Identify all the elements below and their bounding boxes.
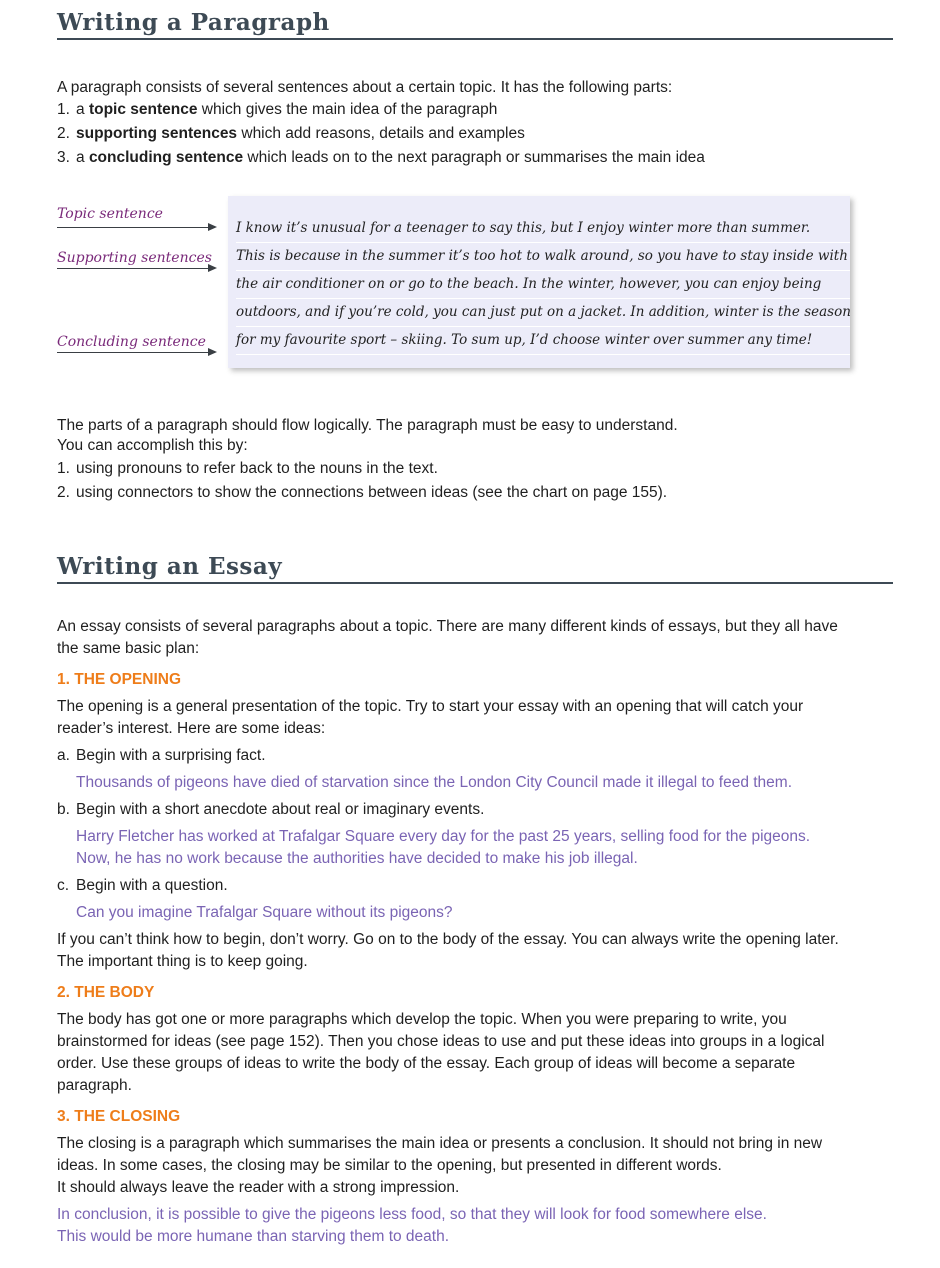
opening-text: reader’s interest. Here are some ideas: <box>57 720 326 737</box>
essay-content <box>57 616 893 1248</box>
example-line: the air conditioner on or go to the beach. In the winter, however, you can enjoy being <box>236 270 850 299</box>
arrow-right-icon <box>57 352 215 353</box>
example-paragraph-area <box>57 196 857 376</box>
flow-list <box>57 458 893 506</box>
body-text: brainstormed for ideas (see page 152). Then you chose ideas to use and put these ideas into groups in a logical <box>57 1033 825 1050</box>
opening-after: The important thing is to keep going. <box>57 953 308 970</box>
closing-text: ideas. In some cases, the closing may be similar to the opening, but presented in different words. <box>57 1157 722 1174</box>
body-text: paragraph. <box>57 1077 132 1094</box>
parts-list-item <box>57 147 893 171</box>
topic-sentence-label: Topic sentence <box>57 206 163 222</box>
list-number: 3. <box>57 149 70 166</box>
opening-heading: 1. THE OPENING <box>57 671 182 688</box>
concluding-sentence-label: Concluding sentence <box>57 334 206 350</box>
example-line: outdoors, and if you’re cold, you can just put on a jacket. In addition, winter is the season <box>236 298 850 327</box>
list-number: 2. <box>57 484 70 501</box>
arrow-right-icon <box>57 268 215 269</box>
idea-item <box>57 875 893 899</box>
essay-section <box>57 553 893 584</box>
flow-text: You can accomplish this by: <box>57 437 248 454</box>
body-text: The body has got one or more paragraphs which develop the topic. When you were preparing to write, you <box>57 1011 787 1028</box>
opening-ideas <box>57 745 893 924</box>
example-line: for my favourite sport – skiing. To sum up, I’d choose winter over summer any time! <box>236 326 850 355</box>
example-line: I know it’s unusual for a teenager to say this, but I enjoy winter more than summer. <box>236 214 850 243</box>
opening-text: The opening is a general presentation of the topic. Try to start your essay with an opening that will catch your <box>57 698 804 715</box>
list-number: 1. <box>57 101 70 118</box>
idea-example: Now, he has no work because the authorities have decided to make his job illegal. <box>76 850 638 867</box>
essay-intro: An essay consists of several paragraphs about a topic. There are many different kinds of essays, but they all have <box>57 618 838 635</box>
paragraph-intro: A paragraph consists of several sentences about a certain topic. It has the following parts: <box>57 79 673 96</box>
paragraph-parts <box>57 77 893 171</box>
idea-example: Harry Fletcher has worked at Trafalgar Square every day for the past 25 years, selling food for the pigeons. <box>76 828 811 845</box>
list-text: Begin with a short anecdote about real or imaginary events. <box>76 801 485 818</box>
essay-section-title: Writing an Essay <box>57 556 893 584</box>
parts-list-item <box>57 123 893 147</box>
body-heading: 2. THE BODY <box>57 984 155 1001</box>
example-line: This is because in the summer it’s too hot to walk around, so you have to stay inside with <box>236 242 850 271</box>
list-text: a topic sentence which gives the main idea of the paragraph <box>76 101 498 118</box>
essay-intro: the same basic plan: <box>57 640 200 657</box>
example-paragraph-box <box>228 196 850 368</box>
flow-list-item <box>57 458 893 482</box>
list-text: Begin with a question. <box>76 877 228 894</box>
list-text: using connectors to show the connections between ideas (see the chart on page 155). <box>76 484 668 501</box>
list-text: a concluding sentence which leads on to the next paragraph or summarises the main idea <box>76 149 705 166</box>
idea-item <box>57 799 893 823</box>
closing-text: The closing is a paragraph which summarises the main idea or presents a conclusion. It should not bring in new <box>57 1135 823 1152</box>
list-text: supporting sentences which add reasons, details and examples <box>76 125 525 142</box>
closing-heading: 3. THE CLOSING <box>57 1108 181 1125</box>
paragraph-section-title: Writing a Paragraph <box>57 12 893 40</box>
list-letter: b. <box>57 801 70 818</box>
paragraph-flow <box>57 416 893 506</box>
flow-text: The parts of a paragraph should flow logically. The paragraph must be easy to understand. <box>57 417 678 434</box>
closing-example: This would be more humane than starving them to death. <box>57 1228 450 1245</box>
parts-list <box>57 99 893 171</box>
list-number: 2. <box>57 125 70 142</box>
list-text: Begin with a surprising fact. <box>76 747 266 764</box>
body-text: order. Use these groups of ideas to write the body of the essay. Each group of ideas will become a separate <box>57 1055 796 1072</box>
closing-example: In conclusion, it is possible to give the pigeons less food, so that they will look for food somewhere else. <box>57 1206 767 1223</box>
arrow-right-icon <box>57 227 215 228</box>
closing-text: It should always leave the reader with a strong impression. <box>57 1179 460 1196</box>
paragraph-section <box>57 9 893 40</box>
idea-item <box>57 745 893 769</box>
parts-list-item <box>57 99 893 123</box>
flow-list-item <box>57 482 893 506</box>
list-number: 1. <box>57 460 70 477</box>
list-letter: a. <box>57 747 70 764</box>
list-letter: c. <box>57 877 70 894</box>
supporting-sentences-label: Supporting sentences <box>57 250 212 266</box>
list-text: using pronouns to refer back to the nouns in the text. <box>76 460 438 477</box>
opening-after: If you can’t think how to begin, don’t worry. Go on to the body of the essay. You can always write the opening later. <box>57 931 839 948</box>
idea-example: Thousands of pigeons have died of starvation since the London City Council made it illegal to feed them. <box>76 774 793 791</box>
idea-example: Can you imagine Trafalgar Square without its pigeons? <box>76 904 453 921</box>
